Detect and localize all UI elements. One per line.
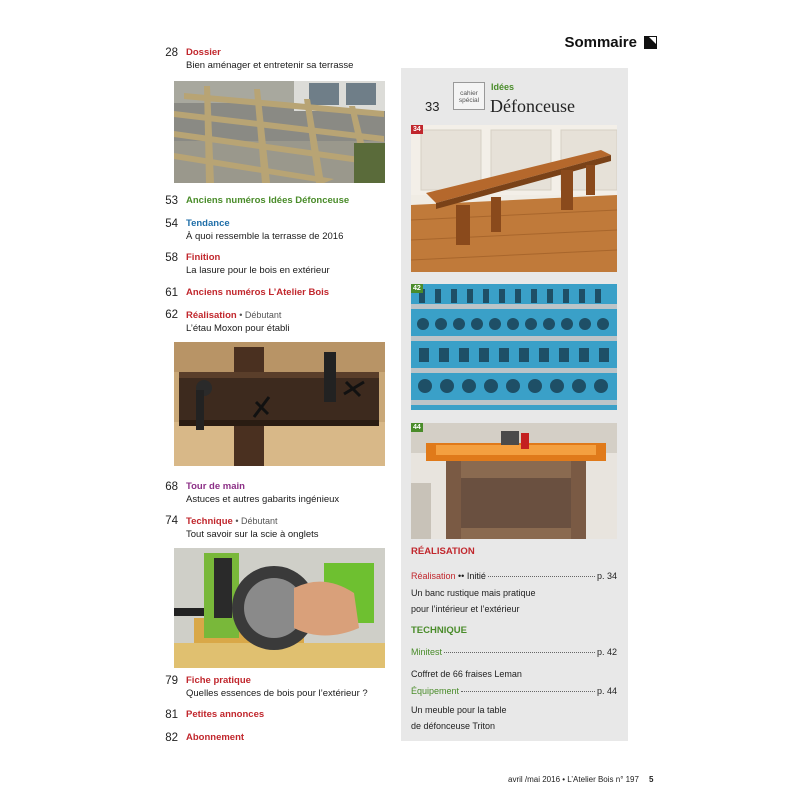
issue-info: avril /mai 2016 • L’Atelier Bois n° 197: [508, 775, 639, 784]
router-bits-photo: [411, 284, 617, 410]
folio-number: 5: [648, 775, 654, 784]
category-label: Finition: [186, 252, 221, 263]
moxon-vise-photo: [174, 342, 385, 466]
realisation-heading: RÉALISATION: [411, 546, 475, 557]
category-label: Équipement: [411, 686, 460, 696]
miter-saw-photo: [174, 548, 385, 668]
section-title: Défonceuse: [490, 96, 575, 116]
category-label: Abonnement: [186, 732, 245, 743]
page-title: Sommaire: [564, 34, 637, 51]
page-number: 74: [165, 515, 178, 527]
section-page-number: 33: [425, 99, 440, 114]
toc-entry-panel-minitest[interactable]: [411, 647, 617, 657]
description-line: Un banc rustique mais pratique: [411, 588, 536, 598]
photo-badge: 42: [413, 285, 421, 292]
description-line: pour l’intérieur et l’extérieur: [411, 603, 520, 614]
entry-description: À quoi ressemble la terrasse de 2016: [186, 230, 344, 242]
terrace-frame-photo: [174, 81, 385, 183]
leader-dots: [488, 576, 595, 577]
page-number: 58: [165, 252, 178, 264]
category-label: Anciens numéros L’Atelier Bois: [186, 287, 330, 298]
page-number: p. 42: [596, 647, 617, 657]
category-label: Réalisation: [411, 571, 456, 581]
description-line: Un meuble pour la table: [411, 705, 507, 715]
entry-description: La lasure pour le bois en extérieur: [186, 264, 330, 276]
entry-description: L’étau Moxon pour établi: [186, 322, 290, 334]
cahier-special-box: cahier spécial: [453, 82, 485, 110]
section-marker-icon: [644, 36, 657, 49]
entry-description: Bien aménager et entretenir sa terrasse: [186, 59, 354, 71]
category-label: Anciens numéros Idées Défonceuse: [186, 195, 350, 206]
category-label: Technique: [186, 516, 233, 527]
entry-description: Tout savoir sur la scie à onglets: [186, 528, 319, 540]
page-number: 62: [165, 309, 178, 321]
entry-description: Coffret de 66 fraises Leman: [411, 669, 522, 679]
page-number: 81: [165, 709, 178, 721]
entry-description: Astuces et autres gabarits ingénieux: [186, 493, 340, 505]
page-number: 79: [165, 675, 178, 687]
page-number: p. 34: [596, 571, 617, 581]
ideas-label: Idées: [491, 82, 515, 92]
leader-dots: [444, 652, 595, 653]
technique-heading: TECHNIQUE: [411, 625, 467, 636]
bench-photo: [411, 125, 617, 272]
page-number: 68: [165, 481, 178, 493]
photo-badge: 34: [413, 126, 421, 133]
difficulty-label: • Débutant: [232, 516, 278, 526]
category-label: Tour de main: [186, 481, 245, 492]
page-number: 61: [165, 287, 178, 299]
category-label: Minitest: [411, 647, 443, 657]
entry-description: Quelles essences de bois pour l’extérieur ?: [186, 687, 368, 699]
description-line: de défonceuse Triton: [411, 720, 496, 731]
category-label: Fiche pratique: [186, 675, 251, 686]
page-number: p. 44: [596, 686, 617, 696]
page-number: 82: [165, 732, 178, 744]
page-number: 28: [165, 47, 178, 59]
category-label: Réalisation: [186, 310, 237, 321]
page-number: 54: [165, 218, 178, 230]
page-footer: [508, 775, 653, 784]
category-label: Tendance: [186, 218, 230, 229]
photo-badge: 44: [413, 424, 421, 431]
category-label: Dossier: [186, 47, 221, 58]
category-label: Petites annonces: [186, 709, 265, 720]
difficulty-label: • Débutant: [236, 310, 282, 320]
page-header: [564, 34, 657, 51]
toc-entry-panel-realisation[interactable]: [411, 571, 617, 581]
entry-description: [411, 586, 536, 617]
leader-dots: [461, 691, 595, 692]
entry-description: [411, 703, 507, 734]
difficulty-label: •• Initié: [455, 571, 486, 581]
page-number: 53: [165, 195, 178, 207]
toc-entry-panel-equipement[interactable]: [411, 686, 617, 696]
router-table-photo: [411, 423, 617, 539]
